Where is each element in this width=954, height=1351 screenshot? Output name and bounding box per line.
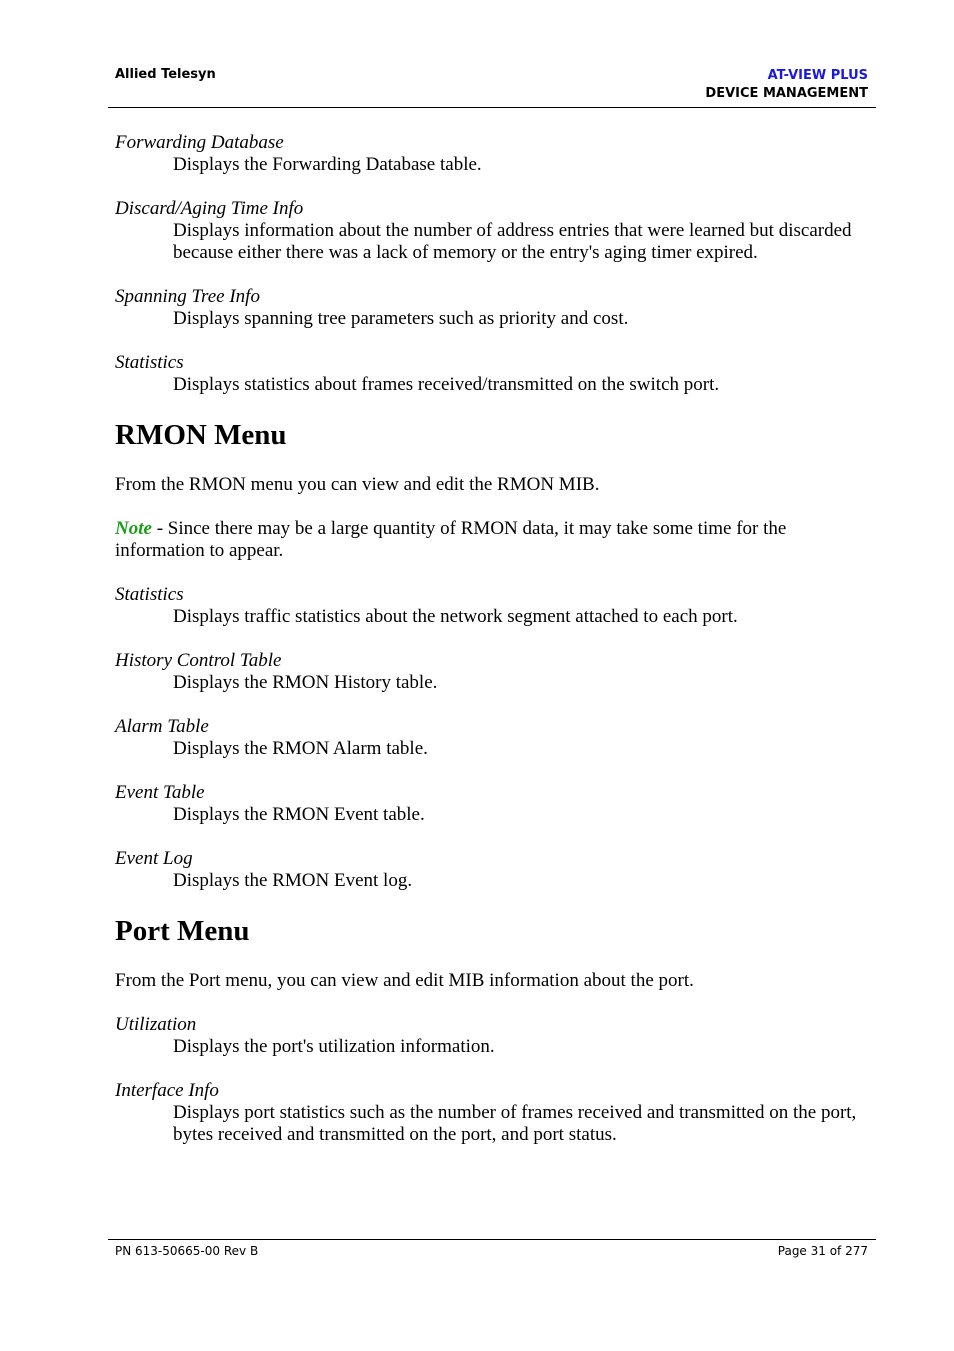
port-intro: From the Port menu, you can view and edit MIB information about the port.: [115, 970, 694, 991]
header-company: Allied Telesyn: [115, 67, 216, 82]
footer-page-number: Page 31 of 277: [777, 1244, 868, 1258]
port-item-interface-info: [115, 1080, 875, 1146]
footer-rule: [108, 1239, 876, 1240]
description: Displays the RMON Event log.: [173, 870, 413, 891]
description: Displays the RMON History table.: [173, 672, 438, 693]
term: Statistics: [115, 352, 184, 373]
rmon-intro: From the RMON menu you can view and edit the RMON MIB.: [115, 474, 600, 495]
port-item-utilization: [115, 1014, 875, 1058]
footer-part-number: PN 613-50665-00 Rev B: [115, 1244, 259, 1258]
term: Interface Info: [115, 1080, 219, 1101]
term: Utilization: [115, 1014, 197, 1035]
description: Displays the port's utilization information.: [173, 1036, 495, 1057]
intro-item-spanning-tree: [115, 286, 875, 330]
description: Displays the Forwarding Database table.: [173, 154, 482, 175]
rmon-heading: RMON Menu: [115, 419, 287, 451]
term: Spanning Tree Info: [115, 286, 260, 307]
port-heading: Port Menu: [115, 915, 250, 947]
term: Event Log: [115, 848, 193, 869]
rmon-item-statistics: [115, 584, 875, 628]
intro-item-discard-aging: [115, 198, 875, 264]
description: Displays the RMON Alarm table.: [173, 738, 428, 759]
note-label: Note: [115, 518, 152, 539]
header-rule: [108, 107, 876, 108]
description: Displays statistics about frames received/transmitted on the switch port.: [173, 374, 720, 395]
description: Displays information about the number of address entries that were learned but discarded because either there was a lack of memory or the entry's aging timer expired.: [173, 220, 852, 263]
description: Displays the RMON Event table.: [173, 804, 425, 825]
rmon-item-event-table: [115, 782, 875, 826]
page-content: [115, 132, 875, 1168]
rmon-item-event-log: [115, 848, 875, 892]
note-text: - Since there may be a large quantity of RMON data, it may take some time for the information to appear.: [115, 518, 787, 561]
intro-item-forwarding-database: [115, 132, 875, 176]
term: History Control Table: [115, 650, 282, 671]
description: Displays traffic statistics about the network segment attached to each port.: [173, 606, 738, 627]
rmon-item-history-control: [115, 650, 875, 694]
header-title-block: [705, 67, 868, 103]
description: Displays port statistics such as the number of frames received and transmitted on the port, bytes received and transmitted on the port, and port status.: [173, 1102, 857, 1145]
term: Forwarding Database: [115, 132, 284, 153]
rmon-item-alarm-table: [115, 716, 875, 760]
header-product: AT-VIEW PLUS: [767, 68, 868, 83]
term: Event Table: [115, 782, 205, 803]
term: Statistics: [115, 584, 184, 605]
term: Alarm Table: [115, 716, 209, 737]
rmon-note: [115, 518, 875, 562]
intro-item-statistics: [115, 352, 875, 396]
header-section: DEVICE MANAGEMENT: [705, 86, 868, 101]
description: Displays spanning tree parameters such as priority and cost.: [173, 308, 629, 329]
term: Discard/Aging Time Info: [115, 198, 304, 219]
